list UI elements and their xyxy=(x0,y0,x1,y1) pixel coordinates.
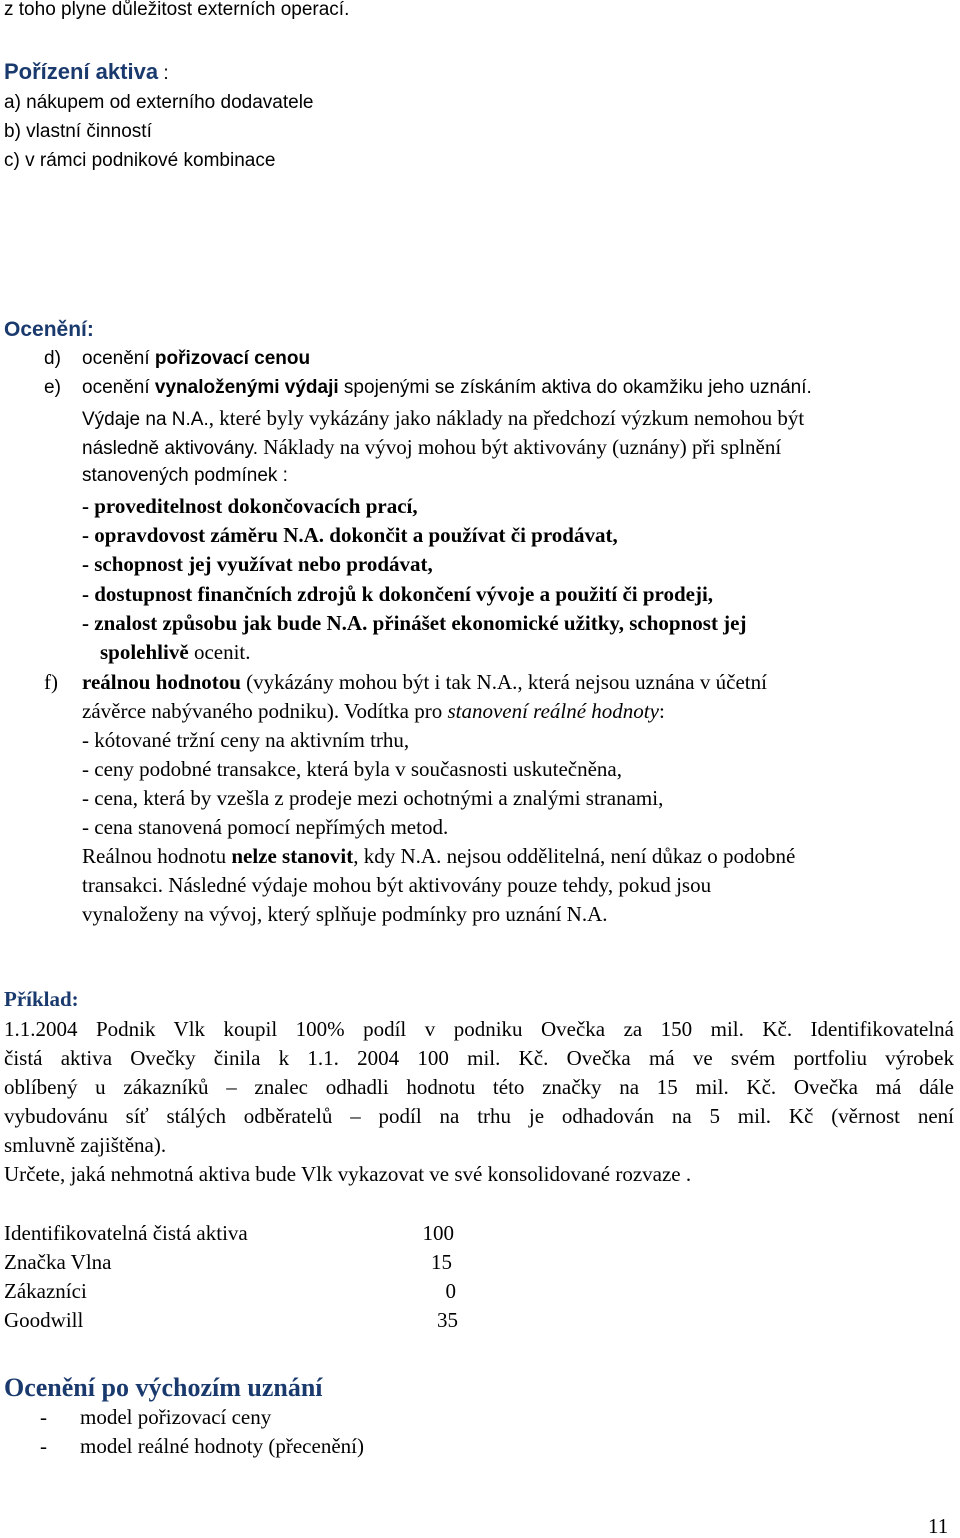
valuation-e-line2 xyxy=(82,406,804,433)
guide-1: - kótované tržní ceny na aktivním trhu, xyxy=(82,728,410,752)
example-line-5: smluvně zajištěna). xyxy=(4,1133,167,1157)
condition-1: - proveditelnost dokončovacích prací, xyxy=(82,494,418,518)
after-recognition-item-1 xyxy=(40,1405,272,1429)
valuation-f-content xyxy=(82,670,767,694)
acquisition-item-b: b) vlastní činností xyxy=(4,121,152,142)
condition-5-text: ocenit. xyxy=(188,640,251,664)
valuation-f-line2c: stanovení reálné hodnoty xyxy=(447,699,659,723)
valuation-d-content xyxy=(82,347,310,371)
fair-value-b: , kdy N.A. nejsou oddělitelná, není důkaz o podobné xyxy=(353,844,796,868)
valuation-d-text: ocenění xyxy=(82,348,155,369)
after-recognition-item-2-text: model reálné hodnoty (přecenění) xyxy=(80,1434,364,1458)
guide-2: - ceny podobné transakce, která byla v současnosti uskutečněna, xyxy=(82,757,622,781)
valuation-d-bold: pořizovací cenou xyxy=(154,348,311,369)
after-recognition-item-2 xyxy=(40,1434,364,1458)
acquisition-colon: : xyxy=(158,63,169,84)
fair-value-line1 xyxy=(82,844,795,868)
acquisition-heading-line xyxy=(4,60,169,87)
example-line-2: čistá aktiva Ovečky činila k 1.1. 2004 100 mil. Kč. Ovečka má ve svém portfoliu výrobek xyxy=(4,1046,954,1070)
valuation-e-prefix: e) xyxy=(44,377,61,398)
table-row-label: Identifikovatelná čistá aktiva xyxy=(4,1221,248,1245)
valuation-f-line2b: Vodítka pro xyxy=(339,699,448,723)
valuation-f-line2d: : xyxy=(658,699,665,723)
condition-2: - opravdovost záměru N.A. dokončit a používat či prodávat, xyxy=(82,523,618,547)
table-row-value: 35 xyxy=(437,1308,458,1332)
valuation-f xyxy=(44,670,767,694)
condition-5-bold: spolehlivě xyxy=(100,640,189,664)
example-line-1: 1.1.2004 Podnik Vlk koupil 100% podíl v podniku Ovečka za 150 mil. Kč. Identifikovatelná xyxy=(4,1017,954,1041)
valuation-e-line2b: , které byly vykázány jako náklady na předchozí výzkum nemohou být xyxy=(208,406,805,430)
condition-3: - schopnost jej využívat nebo prodávat, xyxy=(82,552,433,576)
valuation-f-prefix: f) xyxy=(44,670,58,694)
valuation-e-content xyxy=(82,376,812,400)
intro-text: z toho plyne důležitost externích operací. xyxy=(4,0,350,20)
valuation-e-line3a: následně aktivovány. xyxy=(82,438,259,459)
valuation-e-line2a: Výdaje na N.A. xyxy=(82,409,209,430)
table-row-label: Goodwill xyxy=(4,1308,84,1332)
condition-5-cont xyxy=(100,640,251,664)
table-row-value: 0 xyxy=(445,1279,456,1303)
fair-value-line3: vynaloženy na vývoj, který splňuje podmínky pro uznání N.A. xyxy=(82,902,608,926)
table-row-label: Zákazníci xyxy=(4,1279,87,1303)
valuation-e-text2: spojenými se získáním aktiva do okamžiku jeho uznání. xyxy=(338,377,812,398)
condition-5: - znalost způsobu jak bude N.A. přinášet ekonomické užitky, schopnost jej xyxy=(82,611,747,635)
guide-3: - cena, která by vzešla z prodeje mezi ochotnými a znalými stranami, xyxy=(82,786,664,810)
example-heading: Příklad: xyxy=(4,987,79,1011)
fair-value-a: Reálnou hodnotu xyxy=(82,844,232,868)
after-recognition-item-1-text: model pořizovací ceny xyxy=(80,1405,272,1429)
valuation-e xyxy=(44,376,812,400)
table-row-label: Značka Vlna xyxy=(4,1250,112,1274)
bullet-dash: - xyxy=(40,1434,47,1458)
example-line-4: vybudovánu síť stálých odběratelů – podíl na trhu je odhadován na 5 mil. Kč (věrnost není xyxy=(4,1104,954,1128)
valuation-e-line3b: Náklady na vývoj mohou být aktivovány (uznány) při splnění xyxy=(258,435,782,459)
valuation-e-text1: ocenění xyxy=(82,377,155,398)
fair-value-line2: transakci. Následné výdaje mohou být aktivovány pouze tehdy, pokud jsou xyxy=(82,873,712,897)
valuation-e-bold: vynaloženými výdaji xyxy=(154,377,339,398)
condition-4: - dostupnost finančních zdrojů k dokončení vývoje a použití či prodeji, xyxy=(82,582,714,606)
example-line-3: oblíbený u zákazníků – znalec odhadli hodnotu této značky na 15 mil. Kč. Ovečka má dále xyxy=(4,1075,954,1099)
valuation-f-line2 xyxy=(82,699,665,723)
bullet-dash: - xyxy=(40,1405,47,1429)
valuation-d-prefix: d) xyxy=(44,348,61,369)
valuation-e-line3 xyxy=(82,435,781,462)
acquisition-item-a: a) nákupem od externího dodavatele xyxy=(4,92,314,113)
valuation-d xyxy=(44,347,311,371)
after-recognition-heading: Ocenění po výchozím uznání xyxy=(4,1373,323,1402)
acquisition-item-c: c) v rámci podnikové kombinace xyxy=(4,150,276,171)
guide-4: - cena stanovená pomocí nepřímých metod. xyxy=(82,815,449,839)
table-row-value: 100 xyxy=(422,1221,454,1245)
valuation-e-line4: stanovených podmínek : xyxy=(82,465,288,486)
valuation-heading: Ocenění: xyxy=(4,318,94,341)
valuation-f-line2a: závěrce nabývaného podniku). xyxy=(82,699,340,723)
valuation-f-text: (vykázány mohou být i tak N.A., která nejsou uznána v účetní xyxy=(240,670,767,694)
valuation-f-bold: reálnou hodnotou xyxy=(82,670,241,694)
acquisition-heading: Pořízení aktiva xyxy=(4,59,159,84)
table-row-value: 15 xyxy=(431,1250,452,1274)
example-task: Určete, jaká nehmotná aktiva bude Vlk vykazovat ve své konsolidované rozvaze . xyxy=(4,1162,692,1186)
page-number: 11 xyxy=(928,1514,949,1538)
fair-value-bold: nelze stanovit xyxy=(231,844,354,868)
